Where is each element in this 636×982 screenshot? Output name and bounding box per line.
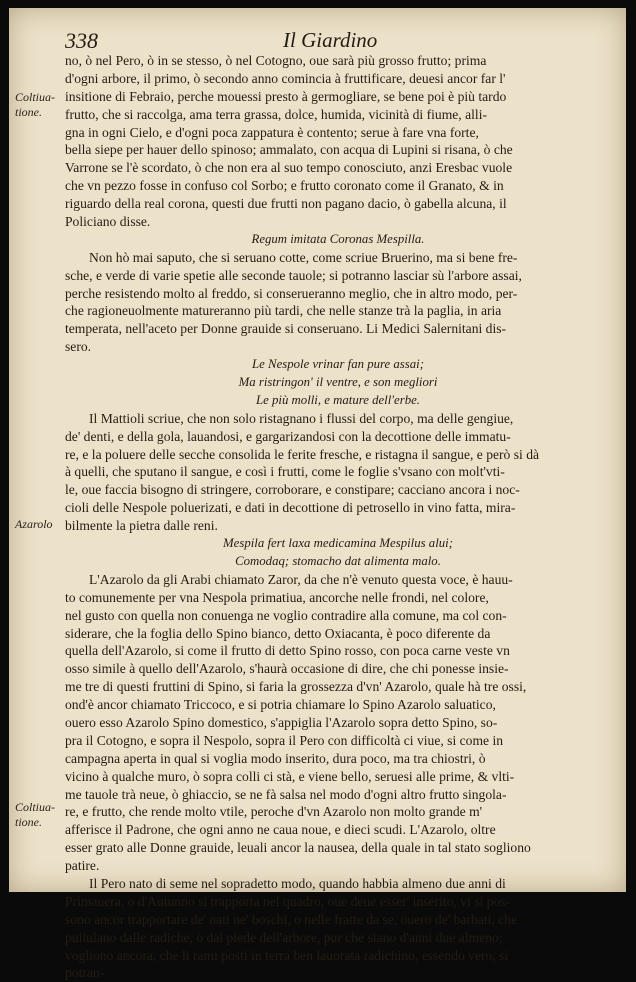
text-line: esser grato alle Donne grauide, leuali ancor la nausea, della quale in tal stato sogliono: [65, 840, 531, 856]
text-line: re, e frutto, che rende molto vtile, peroche d'vn Azarolo non molto grande m': [65, 804, 483, 820]
text-line: sche, e verde di varie spetie alle seconde tauole; si potranno lasciar sù l'arbore assai,: [65, 267, 522, 283]
text-line: insitione di Febraio, perche mouessi presto à germogliare, se bene poi è più tardo: [65, 88, 507, 104]
verse-line: Ma ristringon' il ventre, e son megliori: [238, 375, 438, 390]
text-line: vicino à qualche muro, ò sopra colli ci stà, e viene bello, seruesi alle prime, & vlti-: [65, 768, 515, 784]
text-line: le, oue faccia bisogno di stringere, corroborare, e constipare; cacciano ancora i noc-: [65, 482, 520, 498]
text-line: à quelli, che sputano il sangue, e così i frutti, come le foglie s'vsano con molt'vti-: [65, 464, 505, 480]
text-line: potran-: [65, 965, 105, 981]
text-line: Il Mattioli scriue, che non solo ristagnano i flussi del corpo, ma delle gengiue,: [89, 410, 514, 426]
text-line: Policiano disse.: [65, 214, 151, 230]
text-line: afferisce il Padrone, che ogni anno ne caua noue, e dieci scudi. L'Azarolo, oltre: [65, 822, 496, 838]
text-line: riguardo della real corona, questi due frutti non pagano dacio, ò gabella alcuna, il: [65, 196, 507, 212]
body-text: [65, 52, 611, 982]
text-line: pra il Cotogno, e sopra il Nespolo, sopra il Pero con difficoltà ci viue, si come in: [65, 732, 504, 748]
page-number: 338: [65, 28, 98, 53]
verse-line: Regum imitata Coronas Mespilla.: [251, 231, 425, 246]
text-line: che ragioneuolmente matureranno più tardi, che nelle stanze trà la paglia, in aria: [65, 303, 502, 319]
text-line: quella dell'Azarolo, si come il frutto di detto Spino rosso, con poca carne veste vn: [65, 643, 510, 659]
text-line: frutto, che si raccolga, ama terra grassa, dolce, humida, vicinità di fiume, alli-: [65, 106, 487, 122]
page-frame: [9, 8, 626, 981]
margin-note-coltivatione: Coltiua- tione.: [15, 90, 56, 119]
verse-line: Le Nespole vrinar fan pure assai;: [252, 357, 424, 372]
text-line: pullulano dalle radiche, ò dal piede dell'arbore, pur che siano d'anni due almeno;: [65, 929, 503, 945]
text-line: Non hò mai saputo, che si seruano cotte, come scriue Bruerino, ma si bene fre-: [89, 249, 518, 265]
text-line: temperata, nell'aceto per Donne grauide si conseruano. Li Medici Salernitani dis-: [65, 321, 507, 337]
text-line: sono ancor trapportare de' nati ne' boschi, o nelle fratte da se, ouero de' barbati, che: [65, 911, 517, 927]
text-line: re, e la poluere delle secche consolida le ferite fresche, e ristagna il sangue, e però si dà: [65, 446, 540, 462]
text-line: no, ò nel Pero, ò in se stesso, ò nel Cotogno, oue sarà più grosso frutto; prima: [65, 53, 487, 68]
text-line: to comunemente per vna Nespola primatiua, ancorche nelle frondi, nel colore,: [65, 589, 489, 605]
running-title: Il Giardino: [283, 28, 378, 52]
text-line: campagna aperta in qual si voglia modo inserito, dura poco, ma tra chiostri, ò: [65, 750, 486, 766]
margin-note-azarolo: Azarolo: [15, 517, 53, 531]
text-line: bilmente la pietra dalle reni.: [65, 518, 218, 534]
text-line: ouero esso Azarolo Spino domestico, s'appiglia l'Azarolo sopra detto Spino, so-: [65, 714, 498, 730]
text-line: de' denti, e della gola, lauandosi, e gargarizandosi con la decottione delle immatu-: [65, 428, 511, 444]
text-line: gna in ogni Cielo, e d'ogni poca zappatura è contento; serue à fare vna forte,: [65, 124, 479, 140]
text-line: sero.: [65, 339, 92, 355]
text-line: nel gusto con quella non conuenga ne voglio contradire alla comune, ma col con-: [65, 607, 507, 623]
text-line: vogliono ancora, che li rami posti in terra ben lauorata radichino, essendo vero, si: [65, 947, 509, 963]
text-line: bella siepe per hauer dello spinoso; ammalato, con acqua di Lupini si risana, ò che: [65, 142, 513, 158]
book-page: [9, 8, 626, 981]
text-line: Il Pero nato di seme nel sopradetto modo, quando habbia almeno due anni di: [89, 875, 506, 891]
text-line: Varrone se l'è scordato, ò che non era al suo tempo conosciuto, anzi Eresbac vuole: [65, 160, 513, 176]
verse-line: Comodaq; stomacho dat alimenta malo.: [235, 553, 441, 568]
verse-line: Le più molli, e mature dell'erbe.: [256, 392, 420, 407]
text-line: d'ogni arbore, il primo, ò secondo anno comincia à fruttificare, deuesi ancor far l': [65, 70, 506, 86]
text-line: che vn pezzo fosse in confuso col Sorbo; e frutto coronato come il Granato, & in: [65, 178, 504, 194]
text-line: perche resistendo molto al freddo, si conserueranno meglio, che in altro modo, per-: [65, 285, 518, 301]
text-line: me tre di questi fruttini di Spino, si faria la grossezza d'vn' Azarolo, quale hà tre ossi,: [65, 679, 527, 695]
text-line: Primauera, o d'Autunno si trapporta nel quadro, oue deue esser' inserito, vi si pos-: [65, 893, 511, 909]
text-line: cioli delle Nespole poluerizati, e dati in decottione di petrosello in vino fatta, mira-: [65, 500, 516, 516]
page-header: [65, 28, 605, 54]
text-line: L'Azarolo da gli Arabi chiamato Zaror, da che n'è venuto questa voce, è hauu-: [89, 571, 513, 587]
text-line: siderare, che la foglia dello Spino bianco, detto Oxiacanta, è poco diferente da: [65, 625, 491, 641]
text-line: me tauole trà neue, ò ghiaccio, se ne fà salsa nel modo d'ogni altro frutto singola-: [65, 786, 507, 802]
text-line: patire.: [65, 858, 100, 874]
margin-note-coltivatione-2: Coltiua- tione.: [15, 800, 56, 829]
text-line: osso simile à quello dell'Azarolo, s'haurà occasione di dire, che chi ponesse insie-: [65, 661, 509, 677]
verse-line: Mespila fert laxa medicamina Mespilus alui;: [223, 536, 453, 551]
text-line: ond'è ancor chiamato Triccoco, e si potria chiamare lo Spino Azarolo saluatico,: [65, 697, 496, 713]
